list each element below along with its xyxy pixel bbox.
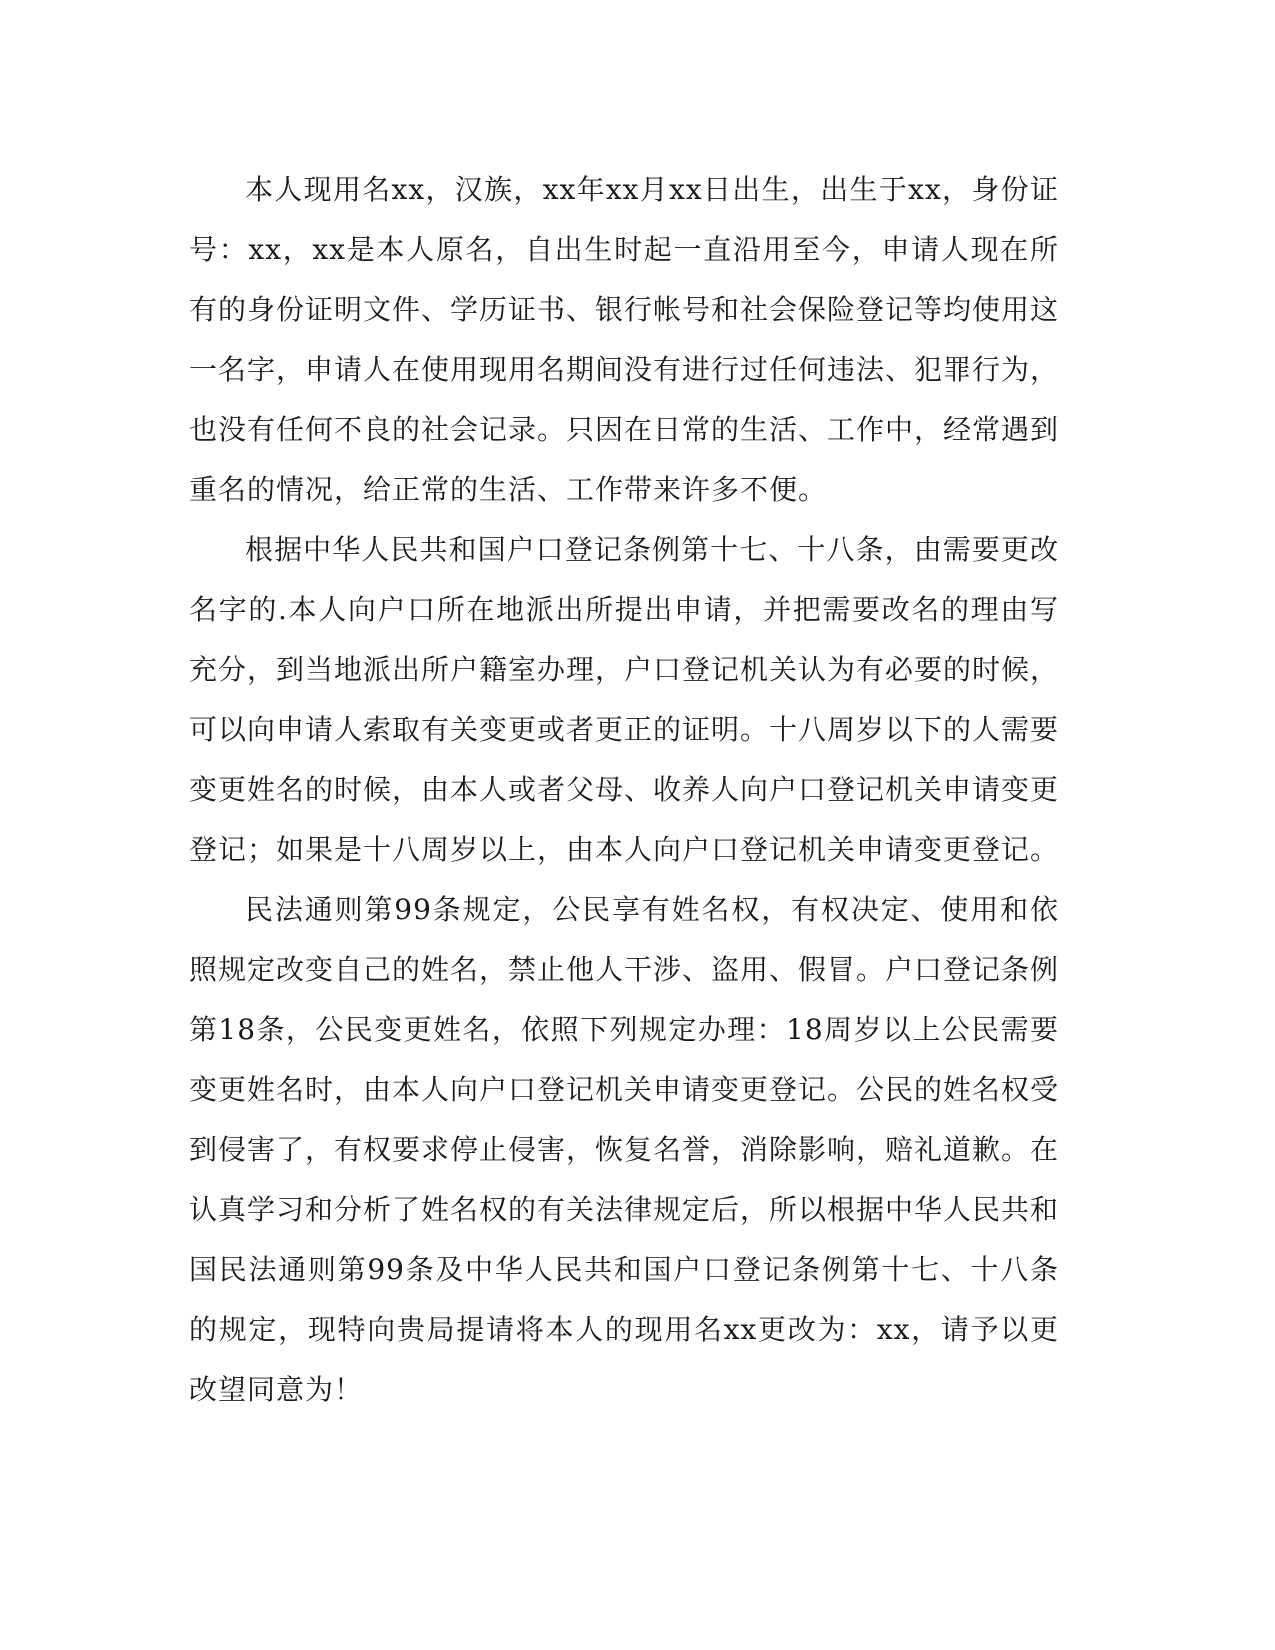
document-body <box>189 160 1059 1420</box>
paragraph-1: 本人现用名xx，汉族，xx年xx月xx日出生，出生于xx，身份证号：xx，xx是本人原名，自出生时起一直沿用至今，申请人现在所有的身份证明文件、学历证书、银行帐号和社会保险登记等均使用这一名字，申请人在使用现用名期间没有进行过任何违法、犯罪行为，也没有任何不良的社会记录。只因在日常的生活、工作中，经常遇到重名的情况，给正常的生活、工作带来许多不便。 <box>189 173 1060 506</box>
paragraph-3: 民法通则第99条规定，公民享有姓名权，有权决定、使用和依照规定改变自己的姓名，禁止他人干涉、盗用、假冒。户口登记条例第18条，公民变更姓名，依照下列规定办理：18周岁以上公民需要变更姓名时，由本人向户口登记机关申请变更登记。公民的姓名权受到侵害了，有权要求停止侵害，恢复名誉，消除影响，赔礼道歉。在认真学习和分析了姓名权的有关法律规定后，所以根据中华人民共和国民法通则第99条及中华人民共和国户口登记条例第十七、十八条的规定，现特向贵局提请将本人的现用名xx更改为：xx，请予以更改望同意为！ <box>189 893 1060 1406</box>
paragraph-2: 根据中华人民共和国户口登记条例第十七、十八条，由需要更改名字的.本人向户口所在地派出所提出申请，并把需要改名的理由写充分，到当地派出所户籍室办理，户口登记机关认为有必要的时候，可以向申请人索取有关变更或者更正的证明。十八周岁以下的人需要变更姓名的时候，由本人或者父母、收养人向户口登记机关申请变更登记；如果是十八周岁以上，由本人向户口登记机关申请变更登记。 <box>189 533 1060 866</box>
